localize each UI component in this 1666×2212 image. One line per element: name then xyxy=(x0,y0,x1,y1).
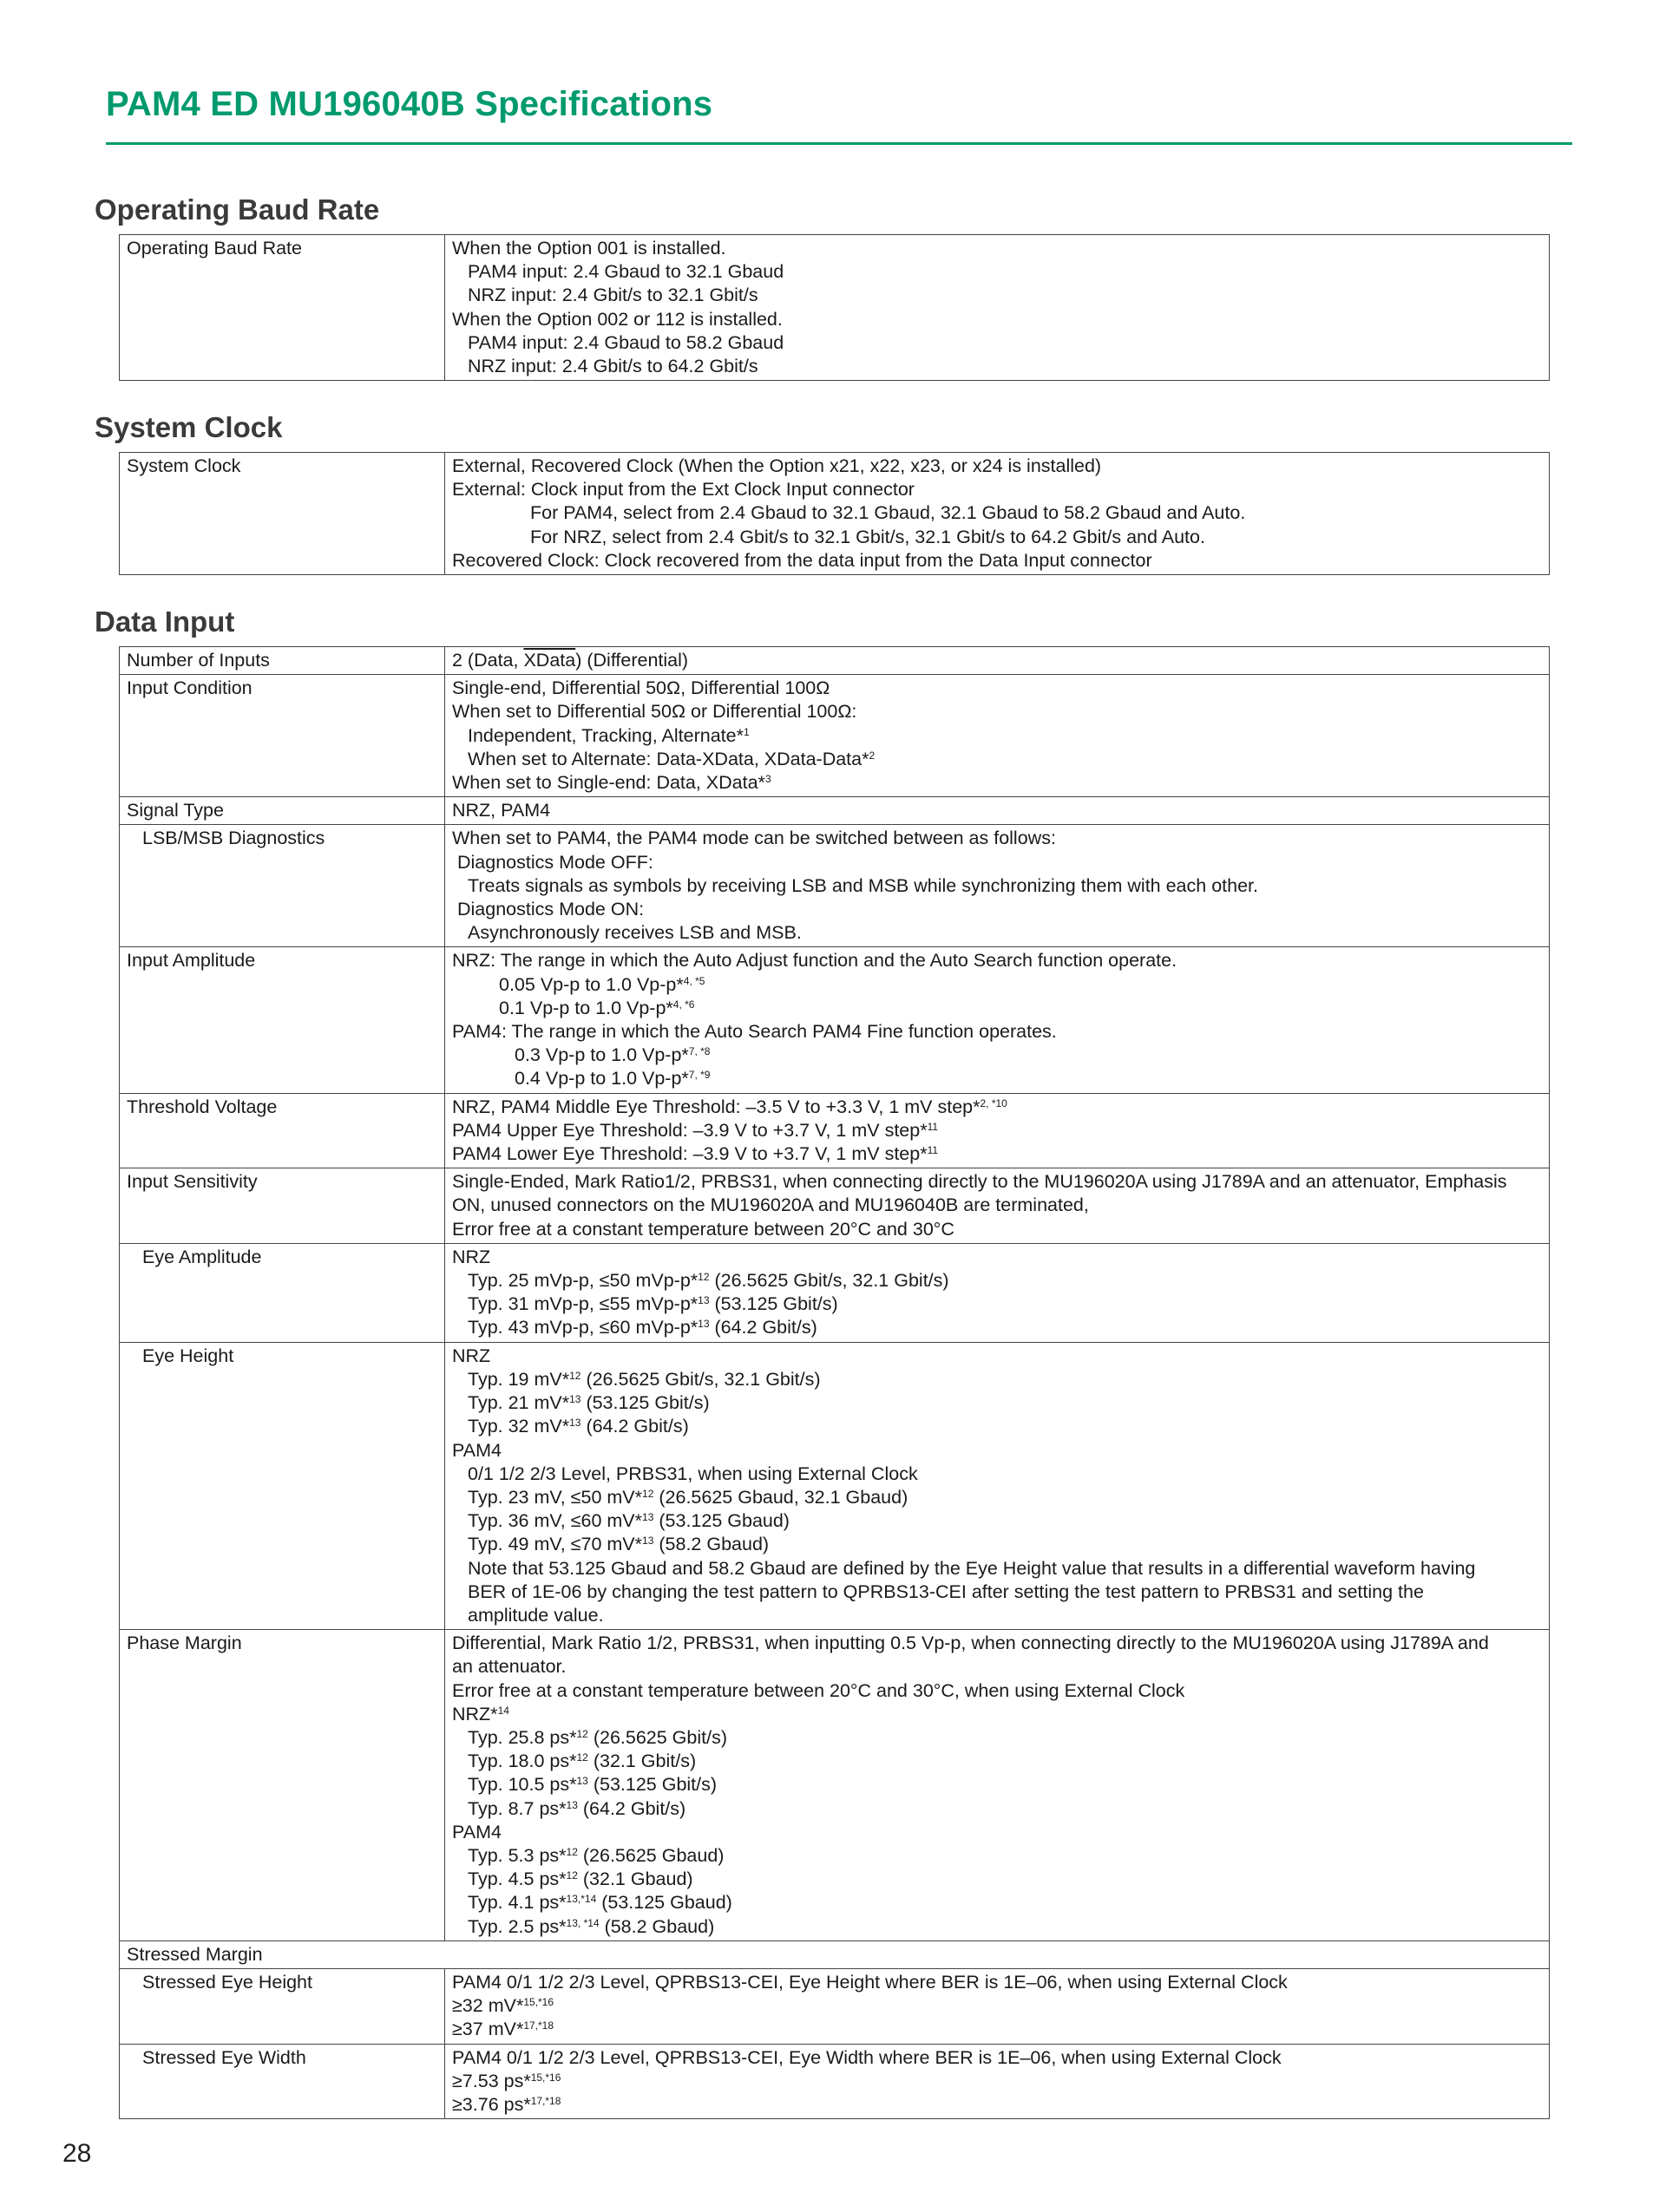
footnote-ref: 12 xyxy=(569,1369,581,1382)
text: Typ. 2.5 ps* xyxy=(468,1915,567,1937)
text: (53.125 Gbit/s) xyxy=(709,1293,838,1315)
text-line xyxy=(452,1391,1542,1415)
text-line: Single-Ended, Mark Ratio1/2, PRBS31, when connecting directly to the MU196020A using J1789A and an attenuator, Emphasis xyxy=(452,1171,1507,1193)
text-line: Treats signals as symbols by receiving LSB and MSB while synchronizing them with each other. xyxy=(468,874,1258,896)
text: PAM4 Upper Eye Threshold: –3.9 V to +3.7 V, 1 mV step* xyxy=(452,1119,928,1141)
text: ≥37 mV* xyxy=(452,2019,524,2040)
table-row xyxy=(120,235,1550,381)
footnote-ref: 1 xyxy=(743,725,750,738)
page-title: PAM4 ED MU196040B Specifications xyxy=(106,85,713,123)
text-line: Error free at a constant temperature between 20°C and 30°C, when using External Clock xyxy=(452,1679,1185,1701)
text-line: When the Option 001 is installed. xyxy=(452,238,726,259)
text: When set to Alternate: Data-XData, XData-Data* xyxy=(468,748,869,769)
section-heading: Data Input xyxy=(95,605,235,638)
text: (32.1 Gbaud) xyxy=(577,1868,693,1890)
text: ≥3.76 ps* xyxy=(452,2093,531,2115)
text-overlined: XData xyxy=(523,650,576,671)
text-line: For PAM4, select from 2.4 Gbaud to 32.1 Gbaud, 32.1 Gbaud to 58.2 Gbaud and Auto. xyxy=(530,502,1246,524)
footnote-ref: 4, *6 xyxy=(672,998,695,1011)
spec-table xyxy=(119,452,1550,575)
text: Typ. 32 mV* xyxy=(468,1416,570,1437)
text-line xyxy=(452,1915,1542,1939)
footnote-ref: 13 xyxy=(642,1511,654,1524)
footnote-ref: 4, *5 xyxy=(683,974,705,987)
row-label: Input Amplitude xyxy=(120,947,445,1093)
footnote-ref: 13 xyxy=(698,1318,710,1331)
footnote-ref: 11 xyxy=(927,1120,939,1133)
table-row xyxy=(120,453,1550,575)
text-line xyxy=(452,2093,1542,2117)
text: Typ. 4.5 ps* xyxy=(468,1868,567,1890)
text-line: NRZ xyxy=(452,1345,491,1366)
text-line xyxy=(452,748,1542,771)
text: (64.2 Gbit/s) xyxy=(577,1797,686,1819)
row-value xyxy=(445,1093,1550,1168)
footnote-ref: 12 xyxy=(566,1869,578,1882)
spec-table xyxy=(119,646,1550,2119)
footnote-ref: 13, *14 xyxy=(566,1916,600,1929)
table-row xyxy=(120,947,1550,1093)
section-operating-baud-rate xyxy=(95,193,1550,381)
text-line xyxy=(452,1486,1542,1509)
text: NRZ, PAM4 Middle Eye Threshold: –3.5 V to +3.3 V, 1 mV step* xyxy=(452,1096,981,1117)
text-line: NRZ xyxy=(452,1246,491,1267)
text-line xyxy=(452,2018,1542,2041)
text: Typ. 36 mV, ≤60 mV* xyxy=(468,1510,643,1532)
footnote-ref: 17,*18 xyxy=(523,2019,554,2032)
text-line xyxy=(452,1293,1542,1316)
row-value xyxy=(445,675,1550,797)
text: When set to Single-end: Data, XData* xyxy=(452,772,765,794)
footnote-ref: 12 xyxy=(566,1845,578,1858)
section-system-clock xyxy=(95,410,1550,575)
text-line: ON, unused connectors on the MU196020A and MU196040B are terminated, xyxy=(452,1194,1089,1216)
table-row xyxy=(120,2044,1550,2119)
section-data-input xyxy=(95,605,1550,2119)
footnote-ref: 3 xyxy=(764,773,771,786)
footnote-ref: 13,*14 xyxy=(566,1893,597,1906)
footnote-ref: 15,*16 xyxy=(530,2071,561,2084)
text: Typ. 49 mV, ≤70 mV* xyxy=(468,1534,643,1555)
text: Independent, Tracking, Alternate* xyxy=(468,724,744,746)
text-line: Diagnostics Mode OFF: xyxy=(457,851,653,873)
text-line xyxy=(452,1142,1542,1166)
footnote-ref: 2, *10 xyxy=(980,1096,1007,1109)
text-line: For NRZ, select from 2.4 Gbit/s to 32.1 Gbit/s, 32.1 Gbit/s to 64.2 Gbit/s and Auto. xyxy=(530,526,1205,547)
text-line: NRZ input: 2.4 Gbit/s to 32.1 Gbit/s xyxy=(468,285,758,306)
row-label: System Clock xyxy=(120,453,445,575)
text-line: Note that 53.125 Gbaud and 58.2 Gbaud are defined by the Eye Height value that results in a differential waveform having xyxy=(468,1557,1476,1579)
row-label: Stressed Margin xyxy=(120,1940,1550,1968)
table-row xyxy=(120,1968,1550,2044)
row-label: Eye Amplitude xyxy=(120,1243,445,1342)
table-row xyxy=(120,1940,1550,1968)
footnote-ref: 13 xyxy=(576,1775,588,1788)
text-line: PAM4 input: 2.4 Gbaud to 32.1 Gbaud xyxy=(468,261,784,283)
text: (26.5625 Gbit/s, 32.1 Gbit/s) xyxy=(580,1368,821,1390)
text-line xyxy=(452,1096,1542,1119)
text: (64.2 Gbit/s) xyxy=(709,1317,817,1338)
text: 0.3 Vp-p to 1.0 Vp-p* xyxy=(515,1044,689,1066)
text-line: 0/1 1/2 2/3 Level, PRBS31, when using External Clock xyxy=(468,1463,918,1484)
text: ≥32 mV* xyxy=(452,1995,524,2017)
title-rule xyxy=(106,142,1572,145)
text-line: Error free at a constant temperature between 20°C and 30°C xyxy=(452,1218,954,1240)
row-value xyxy=(445,1968,1550,2044)
text: (26.5625 Gbaud) xyxy=(577,1844,725,1866)
text-line xyxy=(452,1868,1542,1891)
text: 0.1 Vp-p to 1.0 Vp-p* xyxy=(499,997,673,1018)
text: ) (Differential) xyxy=(575,650,689,671)
table-row xyxy=(120,797,1550,825)
text-line: Recovered Clock: Clock recovered from the data input from the Data Input connector xyxy=(452,549,1152,571)
table-row xyxy=(120,1168,1550,1244)
text-line xyxy=(452,1844,1542,1868)
text-line xyxy=(452,1119,1542,1142)
text-line: Differential, Mark Ratio 1/2, PRBS31, when inputting 0.5 Vp-p, when connecting directly to the MU196020A using J1789A and xyxy=(452,1633,1489,1654)
text: PAM4 Lower Eye Threshold: –3.9 V to +3.7 V, 1 mV step* xyxy=(452,1143,928,1165)
section-heading: System Clock xyxy=(95,411,283,443)
text-line xyxy=(452,1994,1542,2018)
text-line xyxy=(452,1750,1542,1773)
text-line: Diagnostics Mode ON: xyxy=(457,899,645,920)
footnote-ref: 12 xyxy=(642,1487,654,1500)
text: (53.125 Gbaud) xyxy=(653,1510,790,1532)
row-label: Stressed Eye Width xyxy=(120,2044,445,2119)
text: NRZ* xyxy=(452,1703,498,1724)
text-line: NRZ input: 2.4 Gbit/s to 64.2 Gbit/s xyxy=(468,356,758,377)
text-line xyxy=(452,1797,1542,1821)
table-row xyxy=(120,647,1550,675)
footnote-ref: 2 xyxy=(869,749,876,762)
table-row xyxy=(120,825,1550,947)
text-line xyxy=(452,1368,1542,1391)
text: 2 (Data, xyxy=(452,650,524,671)
row-label: Input Sensitivity xyxy=(120,1168,445,1244)
row-label: LSB/MSB Diagnostics xyxy=(120,825,445,947)
text-line xyxy=(452,973,1542,997)
text-line xyxy=(452,1891,1542,1914)
row-label: Eye Height xyxy=(120,1342,445,1629)
text-line: When set to PAM4, the PAM4 mode can be switched between as follows: xyxy=(452,828,1056,849)
footnote-ref: 13 xyxy=(569,1393,581,1406)
row-value xyxy=(445,453,1550,575)
row-value xyxy=(445,235,1550,381)
text-line xyxy=(452,1044,1542,1067)
text-line: NRZ, PAM4 xyxy=(452,800,551,821)
footnote-ref: 12 xyxy=(698,1271,710,1284)
text-line xyxy=(452,1533,1542,1556)
text: Typ. 19 mV* xyxy=(468,1368,570,1390)
text-line xyxy=(452,649,1542,672)
text-line xyxy=(452,1726,1542,1750)
text-line xyxy=(452,1067,1542,1090)
text-line: PAM4 input: 2.4 Gbaud to 58.2 Gbaud xyxy=(468,331,784,353)
footnote-ref: 11 xyxy=(927,1144,939,1157)
row-label: Operating Baud Rate xyxy=(120,235,445,381)
text: (64.2 Gbit/s) xyxy=(580,1416,689,1437)
text-line: When set to Differential 50Ω or Differential 100Ω: xyxy=(452,701,857,723)
text: Typ. 8.7 ps* xyxy=(468,1797,567,1819)
text: (26.5625 Gbaud, 32.1 Gbaud) xyxy=(653,1486,908,1508)
text-line: NRZ: The range in which the Auto Adjust function and the Auto Search function operate. xyxy=(452,950,1177,972)
page-number: 28 xyxy=(62,2139,92,2168)
text-line: Single-end, Differential 50Ω, Differential 100Ω xyxy=(452,677,830,699)
text-line: PAM4 xyxy=(452,1821,502,1842)
footnote-ref: 13 xyxy=(698,1294,710,1307)
table-row xyxy=(120,1630,1550,1941)
text-line: PAM4 0/1 1/2 2/3 Level, QPRBS13-CEI, Eye Height where BER is 1E–06, when using External Clock xyxy=(452,1971,1288,1993)
row-label: Number of Inputs xyxy=(120,647,445,675)
table-row xyxy=(120,1342,1550,1629)
row-label: Signal Type xyxy=(120,797,445,825)
footnote-ref: 14 xyxy=(497,1704,509,1717)
text-line xyxy=(452,1509,1542,1533)
text: 0.4 Vp-p to 1.0 Vp-p* xyxy=(515,1068,689,1090)
table-row xyxy=(120,1093,1550,1168)
row-label: Input Condition xyxy=(120,675,445,797)
row-value xyxy=(445,1168,1550,1244)
text-line: PAM4: The range in which the Auto Search PAM4 Fine function operates. xyxy=(452,1021,1057,1043)
text: (53.125 Gbit/s) xyxy=(587,1774,718,1796)
text-line xyxy=(452,1415,1542,1438)
footnote-ref: 13 xyxy=(642,1535,654,1548)
text-line xyxy=(452,724,1542,748)
text: Typ. 18.0 ps* xyxy=(468,1751,577,1772)
footnote-ref: 7, *9 xyxy=(688,1069,711,1082)
text: (32.1 Gbit/s) xyxy=(587,1751,697,1772)
text-line xyxy=(452,1269,1542,1293)
row-value xyxy=(445,2044,1550,2119)
spec-table xyxy=(119,234,1550,381)
text-line xyxy=(452,1316,1542,1339)
footnote-ref: 17,*18 xyxy=(530,2094,561,2107)
footnote-ref: 12 xyxy=(576,1727,588,1740)
text-line xyxy=(452,997,1542,1020)
row-value xyxy=(445,825,1550,947)
row-label: Threshold Voltage xyxy=(120,1093,445,1168)
text-line xyxy=(452,771,1542,795)
text-line: amplitude value. xyxy=(468,1604,604,1626)
text: Typ. 43 mVp-p, ≤60 mVp-p* xyxy=(468,1317,699,1338)
row-value xyxy=(445,1630,1550,1941)
text-line: BER of 1E-06 by changing the test pattern to QPRBS13-CEI after setting the test pattern to PRBS31 and setting the xyxy=(468,1580,1424,1602)
text-line: PAM4 0/1 1/2 2/3 Level, QPRBS13-CEI, Eye Width where BER is 1E–06, when using External Clock xyxy=(452,2046,1282,2068)
text: (53.125 Gbit/s) xyxy=(580,1392,710,1414)
text: Typ. 25 mVp-p, ≤50 mVp-p* xyxy=(468,1270,699,1292)
row-value xyxy=(445,797,1550,825)
text: 0.05 Vp-p to 1.0 Vp-p* xyxy=(499,973,684,995)
text-line: External: Clock input from the Ext Clock Input connector xyxy=(452,479,915,501)
text-line xyxy=(452,1703,1542,1726)
table-row xyxy=(120,675,1550,797)
text: (58.2 Gbaud) xyxy=(653,1534,770,1555)
text: Typ. 23 mV, ≤50 mV* xyxy=(468,1486,643,1508)
text: Typ. 25.8 ps* xyxy=(468,1726,577,1748)
footnote-ref: 12 xyxy=(576,1751,588,1764)
footnote-ref: 15,*16 xyxy=(523,1996,554,2009)
table-row xyxy=(120,1243,1550,1342)
row-value xyxy=(445,1243,1550,1342)
text: (58.2 Gbaud) xyxy=(599,1915,715,1937)
footnote-ref: 13 xyxy=(569,1417,581,1430)
row-value xyxy=(445,647,1550,675)
text: Typ. 31 mVp-p, ≤55 mVp-p* xyxy=(468,1293,699,1315)
text-line xyxy=(452,2070,1542,2093)
text: ≥7.53 ps* xyxy=(452,2070,531,2091)
row-label: Phase Margin xyxy=(120,1630,445,1941)
footnote-ref: 13 xyxy=(566,1798,578,1811)
row-value xyxy=(445,1342,1550,1629)
text: Typ. 21 mV* xyxy=(468,1392,570,1414)
text-line: External, Recovered Clock (When the Option x21, x22, x23, or x24 is installed) xyxy=(452,455,1102,476)
text-line: Asynchronously receives LSB and MSB. xyxy=(468,922,802,944)
text: Typ. 10.5 ps* xyxy=(468,1774,577,1796)
text: Typ. 4.1 ps* xyxy=(468,1892,567,1914)
section-heading: Operating Baud Rate xyxy=(95,193,380,226)
row-value xyxy=(445,947,1550,1093)
footnote-ref: 7, *8 xyxy=(688,1045,711,1058)
text-line: PAM4 xyxy=(452,1439,502,1461)
text: (53.125 Gbaud) xyxy=(596,1892,732,1914)
row-label: Stressed Eye Height xyxy=(120,1968,445,2044)
text: (26.5625 Gbit/s, 32.1 Gbit/s) xyxy=(709,1270,949,1292)
text-line: When the Option 002 or 112 is installed. xyxy=(452,308,783,330)
text-line: an attenuator. xyxy=(452,1656,567,1678)
text-line xyxy=(452,1773,1542,1796)
text: (26.5625 Gbit/s) xyxy=(587,1726,727,1748)
text: Typ. 5.3 ps* xyxy=(468,1844,567,1866)
